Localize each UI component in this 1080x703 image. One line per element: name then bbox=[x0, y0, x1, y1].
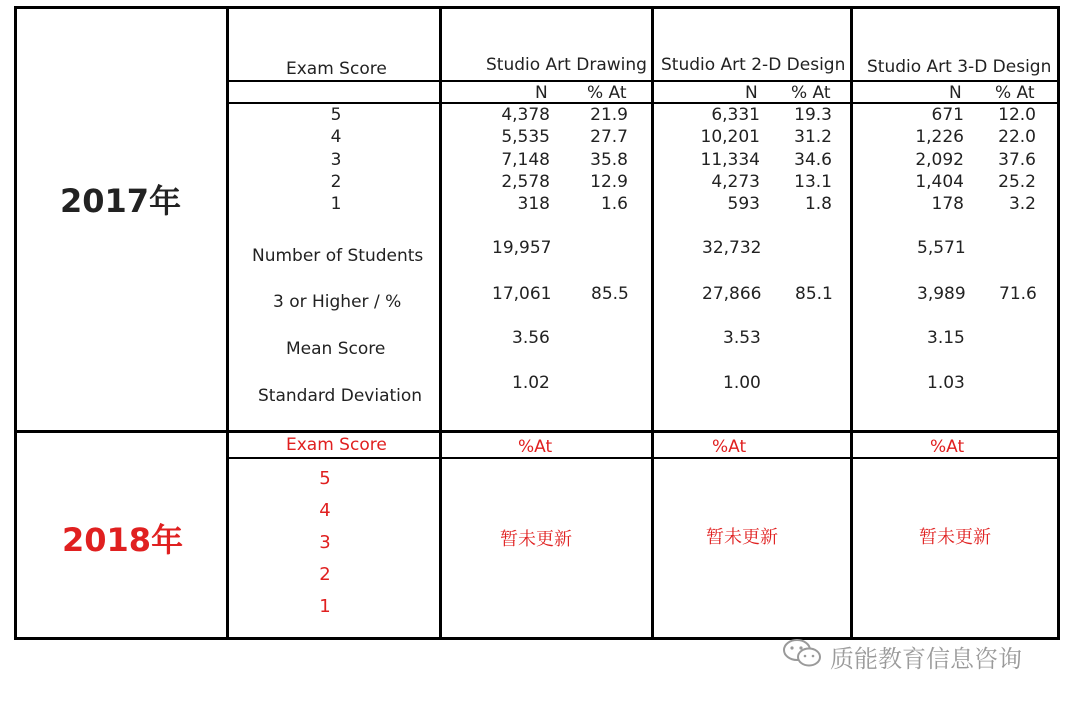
n-cell: 593 bbox=[727, 194, 760, 215]
three-or-higher-pct: 85.5 bbox=[591, 284, 629, 304]
n-cell: 2,578 bbox=[501, 171, 550, 192]
n-cell: 10,201 bbox=[700, 127, 760, 148]
row-label-three-or-higher: 3 or Higher / % bbox=[273, 292, 402, 312]
score-list bbox=[326, 104, 346, 215]
pct-cell: 31.2 bbox=[794, 127, 832, 148]
pct-cell: 13.1 bbox=[794, 171, 832, 192]
pct-values-2d-design bbox=[784, 104, 832, 215]
three-or-higher-n: 17,061 bbox=[492, 284, 552, 304]
score-value: 3 bbox=[330, 149, 342, 170]
n-values-3d-design bbox=[894, 104, 964, 215]
column-title-3d-design: Studio Art 3-D Design bbox=[867, 57, 1052, 77]
year-divider bbox=[14, 430, 1060, 433]
n-cell: 7,148 bbox=[501, 149, 550, 170]
score-value: 5 bbox=[330, 105, 342, 125]
pct-header: % At bbox=[791, 83, 831, 103]
n-cell: 4,273 bbox=[711, 171, 760, 192]
sd-value: 1.00 bbox=[723, 373, 761, 393]
n-cell: 1,404 bbox=[915, 171, 964, 192]
score-list-2018 bbox=[314, 463, 336, 623]
pct-at-header: %At bbox=[518, 437, 553, 457]
pct-cell: 37.6 bbox=[998, 149, 1036, 170]
n-values-drawing bbox=[480, 104, 550, 215]
n-header: N bbox=[745, 83, 758, 103]
row-label-mean: Mean Score bbox=[286, 339, 386, 359]
watermark-text: 质能教育信息咨询 bbox=[830, 644, 1022, 673]
score-value: 1 bbox=[330, 194, 342, 215]
header-divider bbox=[226, 80, 1058, 82]
score-value: 2 bbox=[330, 171, 342, 192]
score-value: 5 bbox=[319, 468, 331, 489]
students-value: 19,957 bbox=[492, 238, 552, 258]
score-value: 1 bbox=[319, 596, 331, 617]
pct-cell: 25.2 bbox=[998, 171, 1036, 192]
students-value: 5,571 bbox=[917, 238, 966, 258]
pct-cell: 35.8 bbox=[590, 149, 628, 170]
three-or-higher-pct: 85.1 bbox=[795, 284, 833, 304]
column-title-2d-design: Studio Art 2-D Design bbox=[661, 55, 846, 75]
pct-cell: 3.2 bbox=[1008, 194, 1036, 215]
column-title-drawing: Studio Art Drawing bbox=[486, 55, 647, 75]
pct-values-3d-design bbox=[988, 104, 1036, 215]
n-cell: 11,334 bbox=[700, 149, 760, 170]
row-label-students: Number of Students bbox=[252, 246, 424, 266]
students-value: 32,732 bbox=[702, 238, 762, 258]
pct-at-header: %At bbox=[712, 437, 747, 457]
mean-value: 3.53 bbox=[723, 328, 761, 348]
wechat-icon bbox=[782, 638, 830, 674]
score-value: 2 bbox=[319, 564, 331, 585]
n-cell: 178 bbox=[931, 194, 964, 215]
pct-cell: 22.0 bbox=[998, 127, 1036, 148]
mean-value: 3.15 bbox=[927, 328, 965, 348]
pct-cell: 19.3 bbox=[794, 105, 832, 125]
three-or-higher-n: 27,866 bbox=[702, 284, 762, 304]
n-cell: 6,331 bbox=[711, 105, 760, 125]
sd-value: 1.02 bbox=[512, 373, 550, 393]
score-value: 4 bbox=[319, 500, 331, 521]
pct-cell: 21.9 bbox=[590, 105, 628, 125]
score-value: 4 bbox=[330, 127, 342, 148]
exam-score-header-2018: Exam Score bbox=[286, 435, 387, 455]
n-cell: 2,092 bbox=[915, 149, 964, 170]
score-value: 3 bbox=[319, 532, 331, 553]
n-cell: 5,535 bbox=[501, 127, 550, 148]
pct-values-drawing bbox=[580, 104, 628, 215]
n-header: N bbox=[535, 83, 548, 103]
pending-update-text: 暂未更新 bbox=[500, 529, 572, 550]
pct-cell: 12.9 bbox=[590, 171, 628, 192]
n-cell: 671 bbox=[931, 105, 964, 125]
n-cell: 318 bbox=[517, 194, 550, 215]
pct-at-header: %At bbox=[930, 437, 965, 457]
exam-score-header: Exam Score bbox=[286, 59, 387, 79]
row-label-sd: Standard Deviation bbox=[258, 386, 423, 406]
three-or-higher-n: 3,989 bbox=[917, 284, 966, 304]
pending-update-text: 暂未更新 bbox=[919, 527, 991, 548]
pct-header: % At bbox=[995, 83, 1035, 103]
pct-header: % At bbox=[587, 83, 627, 103]
pct-cell: 27.7 bbox=[590, 127, 628, 148]
year-2017-label: 2017年 bbox=[60, 182, 182, 220]
n-cell: 1,226 bbox=[915, 127, 964, 148]
n-header: N bbox=[949, 83, 962, 103]
sd-value: 1.03 bbox=[927, 373, 965, 393]
watermark bbox=[782, 640, 1022, 672]
n-values-2d-design bbox=[690, 104, 760, 215]
pct-cell: 12.0 bbox=[998, 105, 1036, 125]
pct-cell: 1.8 bbox=[804, 194, 832, 215]
pct-cell: 1.6 bbox=[600, 194, 628, 215]
year-2018-label: 2018年 bbox=[62, 521, 184, 559]
n-cell: 4,378 bbox=[501, 105, 550, 125]
mean-value: 3.56 bbox=[512, 328, 550, 348]
three-or-higher-pct: 71.6 bbox=[999, 284, 1037, 304]
pct-cell: 34.6 bbox=[794, 149, 832, 170]
header-divider bbox=[226, 457, 1058, 459]
pending-update-text: 暂未更新 bbox=[706, 527, 778, 548]
